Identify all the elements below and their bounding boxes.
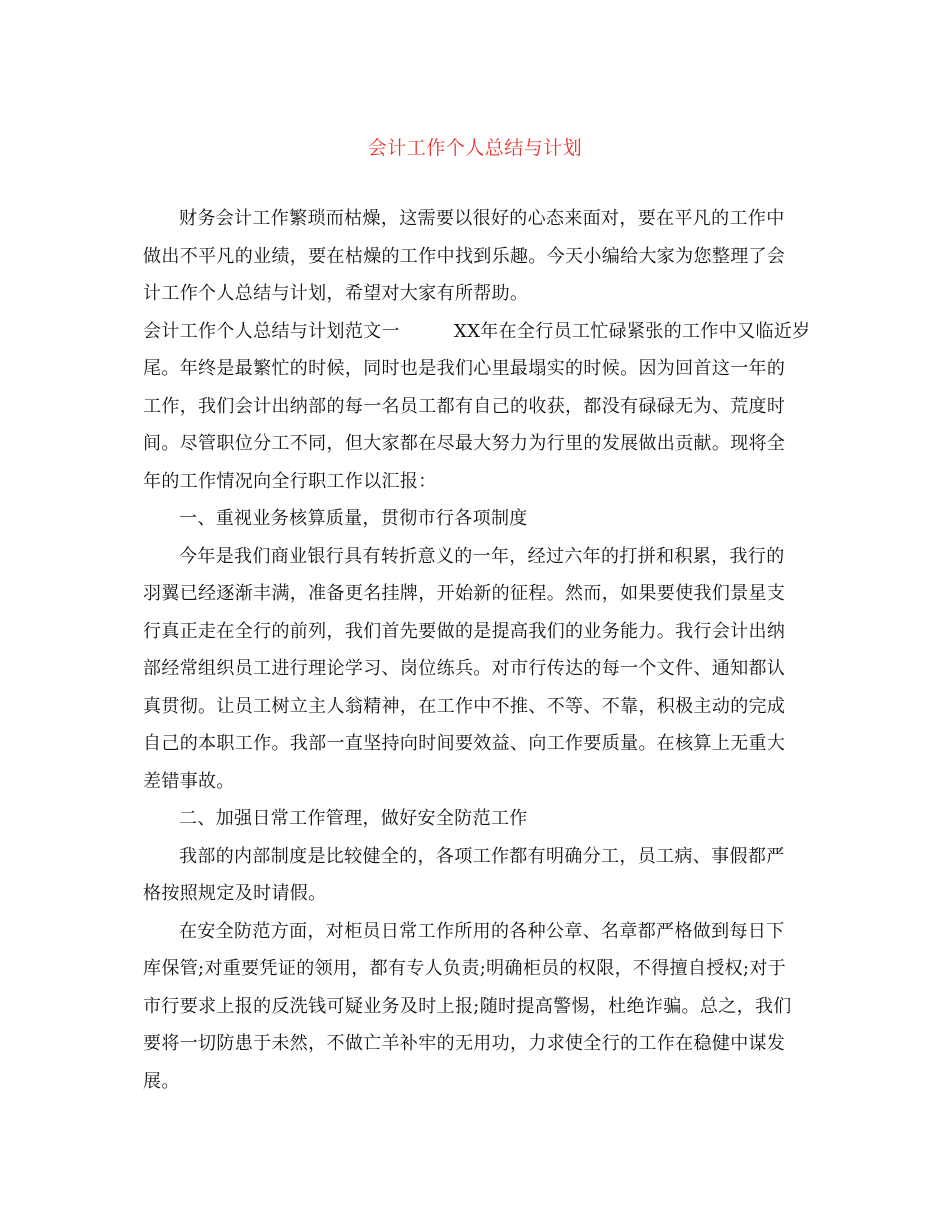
sample-line: 工作，我们会计出纳部的每一名员工都有自己的收获，都没有碌碌无为、荒度时 bbox=[143, 395, 786, 417]
section1-line: 自己的本职工作。我部一直坚持向时间要效益、向工作要质量。在核算上无重大 bbox=[143, 733, 786, 754]
section2-line: 要将一切防患于未然，不做亡羊补牢的无用功，力求使全行的工作在稳健中谋发 bbox=[143, 1033, 786, 1054]
document-title: 会计工作个人总结与计划 bbox=[367, 137, 583, 159]
sample-line: 尾。年终是最繁忙的时候，同时也是我们心里最塌实的时候。因为回首这一年的 bbox=[143, 358, 786, 379]
section1-line: 部经常组织员工进行理论学习、岗位练兵。对市行传达的每一个文件、通知都认 bbox=[143, 658, 786, 679]
document-body bbox=[143, 200, 811, 1100]
section1-line: 差错事故。 bbox=[143, 770, 235, 792]
section2-line: 我部的内部制度是比较健全的，各项工作都有明确分工，员工病、事假都严 bbox=[179, 845, 785, 867]
intro-line: 财务会计工作繁琐而枯燥，这需要以很好的心态来面对，要在平凡的工作中 bbox=[179, 208, 785, 229]
sample-heading: 会计工作个人总结与计划范文一 bbox=[143, 320, 400, 342]
section1-line: 今年是我们商业银行具有转折意义的一年，经过六年的打拼和积累，我行的 bbox=[179, 545, 785, 567]
section2-line: 在安全防范方面，对柜员日常工作所用的各种公章、名章都严格做到每日下 bbox=[179, 920, 785, 942]
intro-line: 做出不平凡的业绩，要在枯燥的工作中找到乐趣。今天小编给大家为您整理了会 bbox=[143, 245, 786, 267]
section1-line: 真贯彻。让员工树立主人翁精神，在工作中不推、不等、不靠，积极主动的完成 bbox=[143, 695, 786, 717]
section1-line: 羽翼已经逐渐丰满，准备更名挂牌，开始新的征程。然而，如果要使我们景星支 bbox=[143, 583, 786, 604]
sample-first-line-text: XX年在全行员工忙碌紧张的工作中又临近岁 bbox=[453, 320, 811, 342]
intro-line: 计工作个人总结与计划，希望对大家有所帮助。 bbox=[143, 283, 529, 304]
section2-line: 市行要求上报的反洗钱可疑业务及时上报;随时提高警惕，杜绝诈骗。总之，我们 bbox=[143, 995, 792, 1017]
section1-heading: 一、重视业务核算质量，贯彻市行各项制度 bbox=[179, 508, 528, 529]
sample-line: 间。尽管职位分工不同，但大家都在尽最大努力为行里的发展做出贡献。现将全 bbox=[143, 433, 786, 454]
section2-line: 库保管;对重要凭证的领用，都有专人负责;明确柜员的权限，不得擅自授权;对于 bbox=[143, 958, 787, 979]
section2-line: 展。 bbox=[143, 1070, 180, 1092]
sample-line: 年的工作情况向全行职工作以汇报： bbox=[143, 470, 437, 492]
section2-heading: 二、加强日常工作管理，做好安全防范工作 bbox=[179, 808, 528, 829]
section2-line: 格按照规定及时请假。 bbox=[143, 883, 327, 904]
section1-line: 行真正走在全行的前列，我们首先要做的是提高我们的业务能力。我行会计出纳 bbox=[143, 620, 786, 642]
sample-first-line bbox=[143, 313, 811, 351]
